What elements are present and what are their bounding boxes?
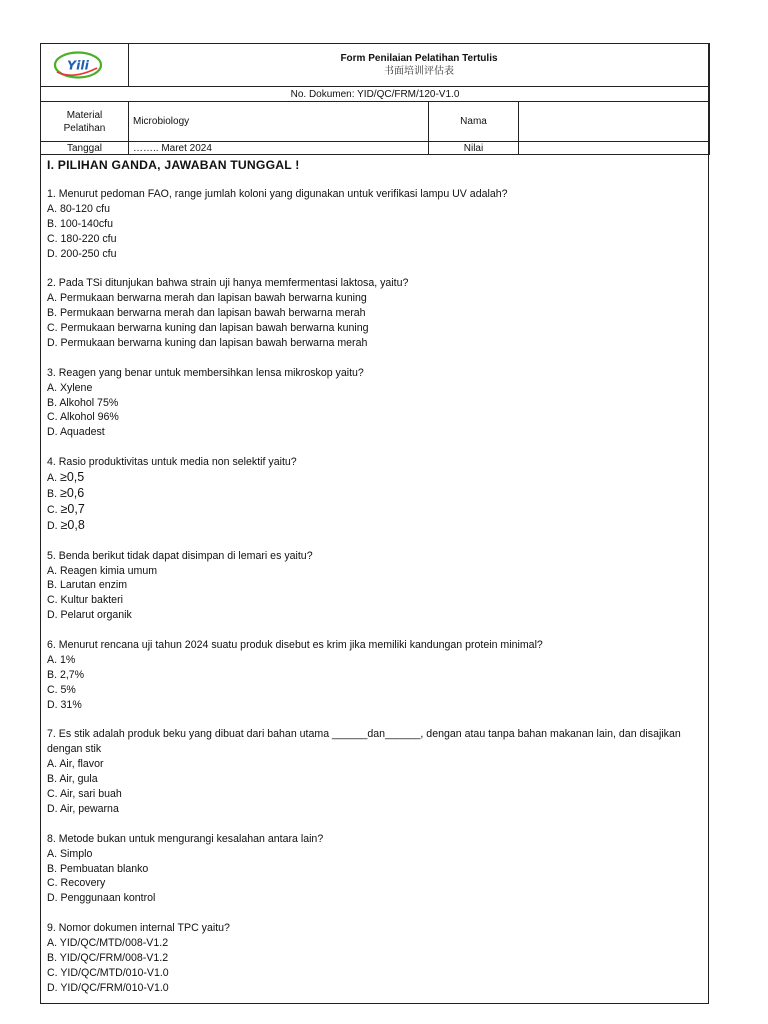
material-label xyxy=(41,102,129,142)
option-c xyxy=(47,502,703,518)
title-cell xyxy=(129,44,710,87)
tanggal-value: …….. Maret 2024 xyxy=(129,142,429,155)
option-letter: B. xyxy=(47,487,60,500)
question-5 xyxy=(47,549,703,624)
question-stem: 4. Rasio produktivitas untuk media non selektif yaitu? xyxy=(47,456,297,469)
question-6 xyxy=(47,638,703,713)
option-d xyxy=(47,518,703,534)
option-d: D. Aquadest xyxy=(47,426,105,439)
question-stem: 9. Nomor dokumen internal TPC yaitu? xyxy=(47,922,230,935)
question-9 xyxy=(47,921,703,996)
option-b: B. Larutan enzim xyxy=(47,579,128,592)
yili-logo xyxy=(53,50,103,82)
tanggal-label: Tanggal xyxy=(41,142,129,155)
option-b: B. 100-140cfu xyxy=(47,217,113,230)
option-a: A. Simplo xyxy=(47,847,93,860)
option-d: D. Permukaan berwarna kuning dan lapisan bawah berwarna merah xyxy=(47,336,368,349)
option-a: A. Air, flavor xyxy=(47,758,104,771)
option-letter: D. xyxy=(47,519,61,532)
option-b: B. Permukaan berwarna merah dan lapisan bawah berwarna merah xyxy=(47,307,366,320)
question-4 xyxy=(47,455,703,534)
option-letter: C. xyxy=(47,503,61,516)
option-c: C. 180-220 cfu xyxy=(47,232,117,245)
option-b: B. Air, gula xyxy=(47,773,98,786)
form-header-table xyxy=(40,43,710,155)
question-stem: 1. Menurut pedoman FAO, range jumlah koloni yang digunakan untuk verifikasi lampu UV adalah? xyxy=(47,187,508,200)
option-d: D. Penggunaan kontrol xyxy=(47,892,156,905)
option-c: C. Alkohol 96% xyxy=(47,411,119,424)
nama-label: Nama xyxy=(429,102,519,142)
option-c: C. Permukaan berwarna kuning dan lapisan bawah berwarna kuning xyxy=(47,322,369,335)
option-d: D. 31% xyxy=(47,698,82,711)
option-c: C. YID/QC/MTD/010-V1.0 xyxy=(47,966,169,979)
document-number: No. Dokumen: YID/QC/FRM/120-V1.0 xyxy=(41,87,710,102)
option-a: A. Permukaan berwarna merah dan lapisan bawah berwarna kuning xyxy=(47,292,367,305)
form-title: Form Penilaian Pelatihan Tertulis xyxy=(340,53,498,64)
option-a xyxy=(47,470,703,486)
question-2 xyxy=(47,276,703,351)
option-value: ≥0,7 xyxy=(60,501,85,516)
question-stem: 8. Metode bukan untuk mengurangi kesalahan antara lain? xyxy=(47,832,324,845)
option-d: D. Pelarut organik xyxy=(47,609,132,622)
option-b xyxy=(47,486,703,502)
form-title-chinese: 书面培训评估表 xyxy=(384,66,454,77)
logo-text: Yili xyxy=(67,57,89,73)
material-label-line2: Pelatihan xyxy=(63,122,106,134)
question-content xyxy=(47,158,703,1011)
option-value: ≥0,8 xyxy=(60,517,85,532)
option-value: ≥0,5 xyxy=(59,470,85,485)
option-a: A. Reagen kimia umum xyxy=(47,564,158,577)
nilai-label: Nilai xyxy=(429,142,519,155)
option-c: C. 5% xyxy=(47,683,76,696)
question-stem: 5. Benda berikut tidak dapat disimpan di lemari es yaitu? xyxy=(47,549,313,562)
option-c: C. Kultur bakteri xyxy=(47,594,123,607)
option-a: A. 80-120 cfu xyxy=(47,202,111,215)
option-d: D. Air, pewarna xyxy=(47,802,119,815)
question-stem: 6. Menurut rencana uji tahun 2024 suatu produk disebut es krim jika memiliki kandungan protein minimal? xyxy=(47,639,543,652)
option-a: A. YID/QC/MTD/008-V1.2 xyxy=(47,937,169,950)
question-stem: 2. Pada TSi ditunjukan bahwa strain uji hanya memfermentasi laktosa, yaitu? xyxy=(47,277,409,290)
question-3 xyxy=(47,366,703,441)
question-1 xyxy=(47,187,703,262)
option-c: C. Air, sari buah xyxy=(47,788,122,801)
question-stem: 3. Reagen yang benar untuk membersihkan lensa mikroskop yaitu? xyxy=(47,366,364,379)
option-d: D. 200-250 cfu xyxy=(47,247,117,260)
nilai-field[interactable] xyxy=(519,142,710,155)
option-b: B. Alkohol 75% xyxy=(47,396,119,409)
material-value: Microbiology xyxy=(129,102,429,142)
question-8 xyxy=(47,832,703,907)
question-stem: 7. Es stik adalah produk beku yang dibuat dari bahan utama ______dan______, dengan atau tanpa bahan makanan lain, dan disajikan dengan stik xyxy=(47,728,681,756)
nama-field[interactable] xyxy=(519,102,710,142)
material-label-line1: Material xyxy=(66,109,103,121)
option-b: B. YID/QC/FRM/008-V1.2 xyxy=(47,952,169,964)
question-7 xyxy=(47,727,703,816)
option-b: B. 2,7% xyxy=(47,668,85,681)
option-c: C. Recovery xyxy=(47,877,106,890)
option-value: ≥0,6 xyxy=(59,485,85,500)
option-letter: A. xyxy=(47,472,60,485)
option-a: A. Xylene xyxy=(47,381,93,394)
section-title: I. PILIHAN GANDA, JAWABAN TUNGGAL ! xyxy=(47,158,300,172)
option-a: A. 1% xyxy=(47,653,76,666)
option-d: D. YID/QC/FRM/010-V1.0 xyxy=(47,981,169,994)
option-b: B. Pembuatan blanko xyxy=(47,862,149,875)
